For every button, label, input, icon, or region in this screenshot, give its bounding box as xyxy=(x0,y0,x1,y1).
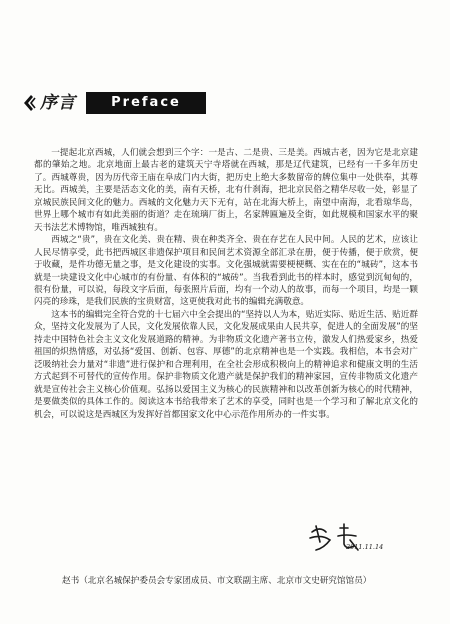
section-title-english: Preface xyxy=(86,92,206,114)
section-header xyxy=(22,92,192,114)
ornament-icon xyxy=(22,94,36,112)
section-title: 序言 xyxy=(40,93,76,113)
paragraph-1: 一提起北京西城，人们就会想到三个字：一是古、二是贵、三是美。西城古老，因为它是北京建都的肇始之地。北京地面上最古老的建筑天宁寺塔就在西城，那是辽代建筑，已经有一千多年历史了。西城尊贵，因为历代帝王庙在阜成门内大街，把历史上绝大多数留帝的牌位集中一处供奉，其尊无比。西城美，主要是活态文化的美，南有天桥，北有什刹海，把北京民俗之精华尽收一处，彰显了京城民族民间文化的魅力。西城的文化魅力天下无有，站在北海大桥上，南望中南海，北看琼华岛，世界上哪个城市有如此美丽的街道？走在琉璃厂街上，名家牌匾遍及全街，如此规模和国家水平的聚天书法艺术博物馆，唯西城独有。 xyxy=(34,148,418,233)
paragraph-3: 这本书的编辑完全符合党的十七届六中全会提出的“坚持以人为本，贴近实际、贴近生活、贴近群众，坚持文化发展为了人民，文化发展依靠人民，文化发展成果由人民共享，促进人的全面发展”的坚持走中国特色社会主义文化发展道路的精神。为非物质文化遗产著书立传，激发人们热爱家乡，热爱祖国的炽热情感，对弘扬“爱国、创新、包容、厚德”的北京精神也是一个实践。我相信，本书会对广泛吸纳社会力量对“非遗”进行保护和合理利用，在全社会形成积极向上的精神追求和健康文明的生活方式起到不可替代的宣传作用。保护非物质文化遗产就是保护我们的精神家园，宣传非物质文化遗产就是宣传社会主义核心价值观。弘扬以爱国主义为核心的民族精神和以改革创新为核心的时代精神，是要做类似的具体工作的。阅读这本书给我带来了艺术的享受，同时也是一个学习和了解北京文化的机会，可以说这是西城区为发挥好首都国家文化中心示范作用所办的一件实事。 xyxy=(34,309,418,420)
signature-date: 2011.11.14 xyxy=(346,543,384,551)
author-credit: 赵书（北京名城保护委员会专家团成员、市文联副主席、北京市文史研究馆馆员） xyxy=(62,576,372,586)
paragraph-2: 西城之“贵”，贵在文化美、贵在精、贵在种类齐全、贵在存艺在人民中间。人民的艺术，应该让人民尽情享受，此书把西城区非遗保护项目和民间艺术资源全部汇录在册，便于传播，便于欣赏，便于收藏，是件功德无量之事，是文化建设的实事。文化强城就需要梗梗概、实在在的“城砖”，这本书就是一块建设文化中心城市的有份量、有体积的“城砖”。当我看到此书的样本时，感觉到沉甸甸的，很有份量，可以说，每段文字后面，每张照片后面，均有一个动人的故事，而每一个项目，均是一颗闪亮的珍珠，是我们民族的宝贵财富，这更使我对此书的编辑充满敬意。 xyxy=(34,235,418,308)
preface-body xyxy=(34,147,418,421)
